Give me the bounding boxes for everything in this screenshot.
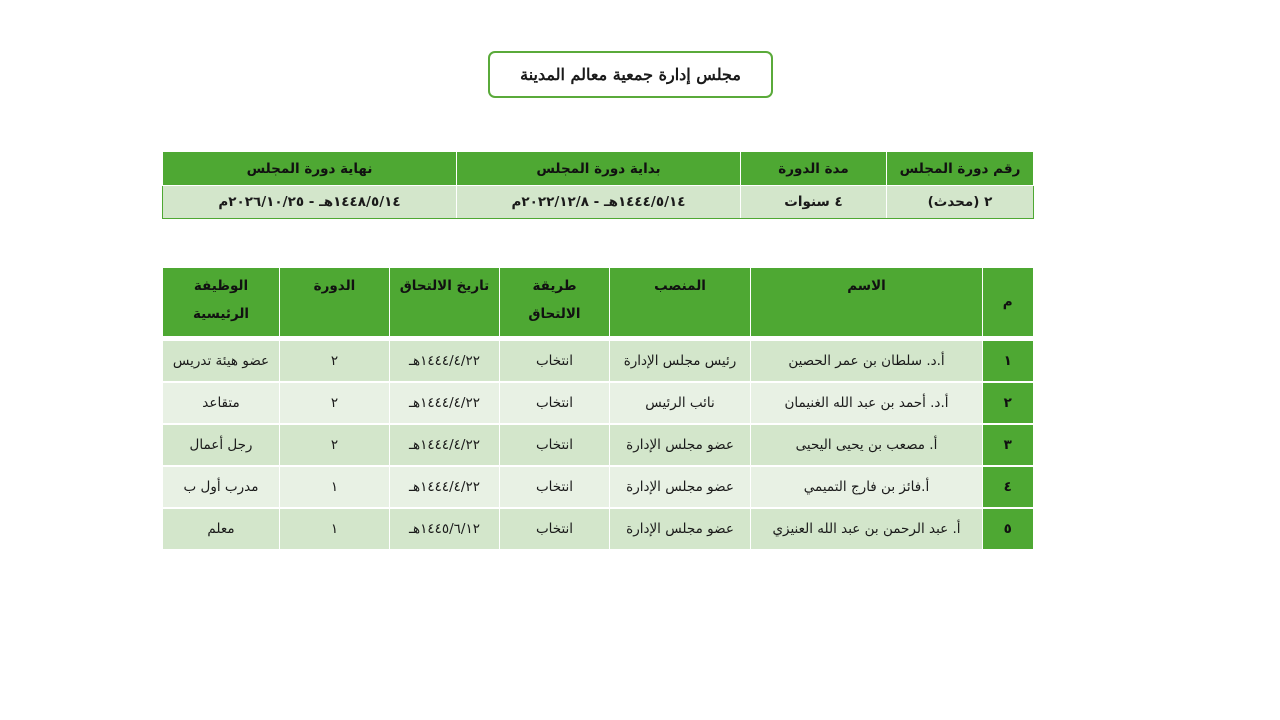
header-job-line2: الرئيسية: [192, 306, 250, 322]
table-row: [163, 382, 1033, 424]
member-name: أ.د. أحمد بن عبد الله الغنيمان: [751, 382, 983, 424]
table-row: [163, 424, 1033, 466]
member-name: أ.د. سلطان بن عمر الحصين: [751, 340, 983, 382]
header-session-start: بداية دورة المجلس: [457, 152, 741, 186]
page-title: مجلس إدارة جمعية معالم المدينة: [488, 51, 773, 98]
member-position: نائب الرئيس: [610, 382, 751, 424]
member-method: انتخاب: [500, 340, 610, 382]
member-join-date: ١٤٤٤/٤/٢٢هـ: [390, 340, 500, 382]
member-method: انتخاب: [500, 424, 610, 466]
header-position: المنصب: [610, 268, 751, 336]
member-job: متقاعد: [163, 382, 280, 424]
header-join-date: تاريخ الالتحاق: [390, 268, 500, 336]
member-position: رئيس مجلس الإدارة: [610, 340, 751, 382]
table-row: [163, 340, 1033, 382]
header-index: م: [983, 268, 1033, 336]
member-join-date: ١٤٤٤/٤/٢٢هـ: [390, 382, 500, 424]
member-index: ٤: [983, 466, 1033, 508]
member-join-date: ١٤٤٤/٤/٢٢هـ: [390, 424, 500, 466]
member-method: انتخاب: [500, 466, 610, 508]
members-table: [162, 268, 1033, 549]
header-method-line1: طريقة: [532, 278, 577, 294]
member-position: عضو مجلس الإدارة: [610, 466, 751, 508]
session-start: ١٤٤٤/٥/١٤هـ - ٢٠٢٢/١٢/٨م: [457, 186, 741, 219]
member-index: ٢: [983, 382, 1033, 424]
member-index: ١: [983, 340, 1033, 382]
member-join-date: ١٤٤٤/٤/٢٢هـ: [390, 466, 500, 508]
member-join-date: ١٤٤٥/٦/١٢هـ: [390, 508, 500, 549]
header-session-end: نهاية دورة المجلس: [163, 152, 457, 186]
member-method: انتخاب: [500, 382, 610, 424]
member-term: ٢: [280, 424, 390, 466]
header-method-line2: الالتحاق: [528, 306, 581, 322]
member-method: انتخاب: [500, 508, 610, 549]
table-row: [163, 466, 1033, 508]
member-index: ٥: [983, 508, 1033, 549]
session-number: ٢ (محدث): [887, 186, 1034, 219]
member-job: معلم: [163, 508, 280, 549]
member-term: ١: [280, 466, 390, 508]
member-name: أ. عبد الرحمن بن عبد الله العنيزي: [751, 508, 983, 549]
member-term: ٢: [280, 382, 390, 424]
session-data-row: [163, 186, 1034, 219]
session-duration: ٤ سنوات: [741, 186, 887, 219]
member-job: عضو هيئة تدريس: [163, 340, 280, 382]
member-position: عضو مجلس الإدارة: [610, 508, 751, 549]
member-position: عضو مجلس الإدارة: [610, 424, 751, 466]
member-name: أ. مصعب بن يحيى اليحيى: [751, 424, 983, 466]
member-job: رجل أعمال: [163, 424, 280, 466]
header-term: الدورة: [280, 268, 390, 336]
member-name: أ.فائز بن فارج التميمي: [751, 466, 983, 508]
member-term: ١: [280, 508, 390, 549]
member-term: ٢: [280, 340, 390, 382]
session-table: [162, 151, 1034, 219]
header-session-duration: مدة الدورة: [741, 152, 887, 186]
table-row: [163, 508, 1033, 549]
header-job-line1: الوظيفة: [193, 278, 249, 294]
member-job: مدرب أول ب: [163, 466, 280, 508]
header-job: [163, 268, 280, 336]
header-method: [500, 268, 610, 336]
header-session-number: رقم دورة المجلس: [887, 152, 1034, 186]
header-name: الاسم: [751, 268, 983, 336]
session-header-row: [163, 152, 1034, 186]
session-end: ١٤٤٨/٥/١٤هـ - ٢٠٢٦/١٠/٢٥م: [163, 186, 457, 219]
member-index: ٣: [983, 424, 1033, 466]
members-header-row: [163, 268, 1033, 336]
